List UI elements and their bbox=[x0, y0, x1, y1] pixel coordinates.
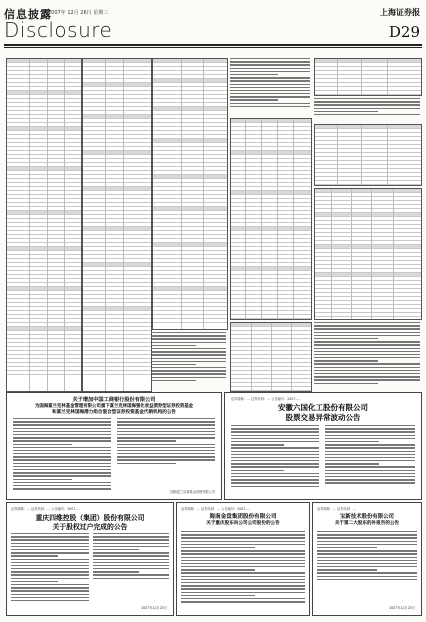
notice-chongqing-title-1: 重庆四维控股（集团）股份有限公司 bbox=[35, 514, 145, 522]
notice-chongqing bbox=[6, 502, 174, 616]
notice-hainan-body bbox=[181, 531, 305, 611]
notice-baoxin-title-2: 关于第二大股东的补报告的公告 bbox=[334, 521, 400, 526]
notice-anhui-title-1: 安徽六国化工股份有限公司 bbox=[278, 403, 368, 412]
notice-anhui-meta: 证券简称：… 证券代码：… 公告编号：2007-… bbox=[231, 397, 300, 401]
notice-baoxin bbox=[312, 502, 422, 616]
masthead-rule bbox=[4, 44, 422, 46]
notice-anhui bbox=[224, 392, 422, 500]
financial-table-col4 bbox=[230, 118, 312, 320]
financial-table-col3 bbox=[152, 58, 228, 330]
notice-chongqing-sign: 2007年12月25日 bbox=[141, 606, 167, 610]
financial-table-col2 bbox=[82, 58, 152, 392]
masthead-rule-thin bbox=[4, 47, 422, 48]
section-title-cn: 信息披露 bbox=[4, 8, 52, 21]
notice-hainan-title-2: 关于重庆股东向公司公司股份的公告 bbox=[206, 521, 280, 526]
notice-fund-title-1: 关于增加中国工商银行股份有限公司 bbox=[72, 397, 156, 403]
page-number: D29 bbox=[388, 23, 420, 41]
notice-chongqing-title-2: 关于股权过户完成的公告 bbox=[52, 523, 128, 531]
financial-table-col4-low bbox=[230, 322, 312, 392]
notice-fund-title-3: 和富兰克林国海潜力组合混合型证券投资基金代销机构的公告 bbox=[51, 410, 177, 415]
notice-baoxin-body bbox=[317, 531, 417, 589]
notice-hainan-title-1: 海南金盘集团股份有限公司 bbox=[209, 514, 277, 520]
section-title-en: Disclosure bbox=[4, 18, 113, 42]
notice-fund-body bbox=[13, 418, 111, 494]
notice-anhui-title-2: 股票交易异常波动公告 bbox=[285, 413, 361, 422]
notice-fund-agent bbox=[6, 392, 222, 500]
newspaper-name: 上海证券报 bbox=[380, 7, 420, 17]
notice-fund-sign: 国海富兰克林基金管理有限公司 bbox=[170, 490, 215, 494]
notes-text-col5 bbox=[314, 98, 420, 122]
notice-fund-title-2: 为国海富兰克林基金管理有限公司旗下富兰克林国海强化收益债券型证券投资基金 bbox=[34, 404, 194, 409]
financial-table-col5-top bbox=[314, 58, 422, 96]
notice-chongqing-meta: 证券简称：… 证券代码：… 公告编号：2007-… bbox=[11, 507, 80, 511]
notes-text-col3 bbox=[152, 332, 226, 392]
notes-text-col5-low bbox=[314, 322, 420, 388]
notice-anhui-body bbox=[231, 425, 319, 495]
financial-table-col1 bbox=[6, 58, 82, 392]
issue-date: 2007年 12月 26日 星期三 bbox=[48, 10, 109, 16]
notes-text-col4 bbox=[230, 58, 310, 114]
financial-table-col5-low bbox=[314, 188, 422, 320]
notice-chongqing-body bbox=[11, 533, 89, 609]
notice-fund-body-2 bbox=[117, 418, 215, 478]
notice-baoxin-title-1: 宝新技术股份有限公司 bbox=[340, 514, 394, 520]
financial-table-col5-mid bbox=[314, 124, 422, 186]
notice-chongqing-body-2 bbox=[93, 533, 169, 593]
notice-baoxin-sign: 2007年12月25日 bbox=[389, 606, 415, 610]
notice-hainan bbox=[176, 502, 310, 616]
notice-baoxin-meta: 证券简称：… 证券代码：… bbox=[317, 507, 357, 511]
notice-hainan-meta: 证券简称：… 证券代码：… 公告编号：2007-… bbox=[181, 507, 250, 511]
notice-anhui-body-2 bbox=[325, 425, 415, 495]
